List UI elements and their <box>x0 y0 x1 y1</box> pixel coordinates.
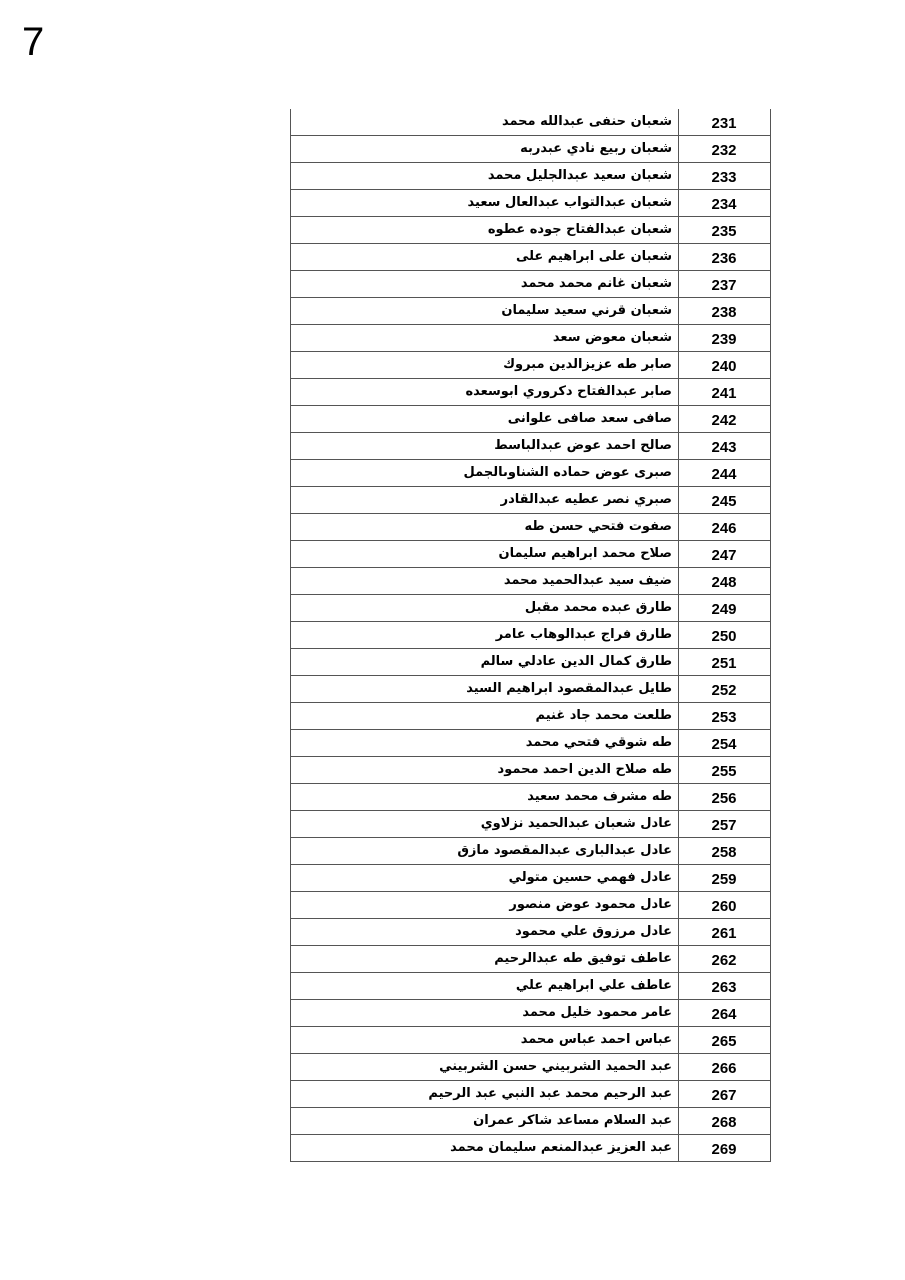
table-row <box>291 838 770 865</box>
number-cell: 241 <box>711 385 737 402</box>
name-cell: طه صلاح الدين احمد محمود <box>291 757 679 783</box>
table-row <box>291 622 770 649</box>
number-cell: 266 <box>711 1060 737 1077</box>
table-row <box>291 325 770 352</box>
name-cell: عبد الرحيم محمد عبد النبي عبد الرحيم <box>291 1081 679 1107</box>
table-row <box>291 595 770 622</box>
name-cell: شعبان حنفى عبدالله محمد <box>291 109 679 135</box>
table-row <box>291 811 770 838</box>
name-cell: صالح احمد عوض عبدالباسط <box>291 433 679 459</box>
name-cell: صابر طه عزيزالدين مبروك <box>291 352 679 378</box>
name-cell: طايل عبدالمقصود ابراهيم السيد <box>291 676 679 702</box>
name-cell: عادل فهمي حسين متولي <box>291 865 679 891</box>
table-row <box>291 865 770 892</box>
name-cell: شعبان سعيد عبدالجليل محمد <box>291 163 679 189</box>
name-cell: شعبان عبدالتواب عبدالعال سعيد <box>291 190 679 216</box>
number-cell: 252 <box>711 682 737 699</box>
number-cell: 269 <box>711 1141 737 1158</box>
table-row <box>291 109 770 136</box>
name-cell: صافى سعد صافى علوانى <box>291 406 679 432</box>
number-cell: 267 <box>711 1087 737 1104</box>
number-cell: 258 <box>711 844 737 861</box>
table-row <box>291 676 770 703</box>
name-cell: عبد العزيز عبدالمنعم سليمان محمد <box>291 1135 679 1161</box>
table-row <box>291 298 770 325</box>
table-row <box>291 460 770 487</box>
number-cell: 264 <box>711 1006 737 1023</box>
number-cell: 253 <box>711 709 737 726</box>
number-cell: 232 <box>711 142 737 159</box>
number-cell: 268 <box>711 1114 737 1131</box>
name-cell: صابر عبدالفتاح دكروري ابوسعده <box>291 379 679 405</box>
number-cell: 235 <box>711 223 737 240</box>
name-cell: طارق عبده محمد مقبل <box>291 595 679 621</box>
table-row <box>291 919 770 946</box>
table-row <box>291 730 770 757</box>
number-cell: 257 <box>711 817 737 834</box>
table-row <box>291 406 770 433</box>
table-row <box>291 1027 770 1054</box>
name-cell: شعبان غانم محمد محمد <box>291 271 679 297</box>
number-cell: 250 <box>711 628 737 645</box>
table-row <box>291 136 770 163</box>
number-cell: 263 <box>711 979 737 996</box>
name-cell: عبد الحميد الشربيني حسن الشربيني <box>291 1054 679 1080</box>
table-row <box>291 1000 770 1027</box>
number-cell: 247 <box>711 547 737 564</box>
names-table <box>290 109 771 1162</box>
table-row <box>291 271 770 298</box>
number-cell: 259 <box>711 871 737 888</box>
number-cell: 239 <box>711 331 737 348</box>
table-row <box>291 649 770 676</box>
number-cell: 244 <box>711 466 737 483</box>
table-row <box>291 973 770 1000</box>
name-cell: عامر محمود خليل محمد <box>291 1000 679 1026</box>
name-cell: طلعت محمد جاد غنيم <box>291 703 679 729</box>
name-cell: عاطف علي ابراهيم علي <box>291 973 679 999</box>
number-cell: 236 <box>711 250 737 267</box>
table-row <box>291 352 770 379</box>
number-cell: 242 <box>711 412 737 429</box>
name-cell: صلاح محمد ابراهيم سليمان <box>291 541 679 567</box>
number-cell: 265 <box>711 1033 737 1050</box>
name-cell: عبد السلام مساعد شاكر عمران <box>291 1108 679 1134</box>
name-cell: صفوت فتحي حسن طه <box>291 514 679 540</box>
number-cell: 240 <box>711 358 737 375</box>
name-cell: طه مشرف محمد سعيد <box>291 784 679 810</box>
number-cell: 255 <box>711 763 737 780</box>
name-cell: شعبان على ابراهيم على <box>291 244 679 270</box>
table-row <box>291 757 770 784</box>
number-cell: 246 <box>711 520 737 537</box>
name-cell: عادل مرزوق علي محمود <box>291 919 679 945</box>
table-row <box>291 703 770 730</box>
name-cell: عباس احمد عباس محمد <box>291 1027 679 1053</box>
number-cell: 234 <box>711 196 737 213</box>
number-cell: 231 <box>711 115 737 132</box>
name-cell: عادل عبدالبارى عبدالمقصود مازق <box>291 838 679 864</box>
number-cell: 243 <box>711 439 737 456</box>
table-row <box>291 379 770 406</box>
table-row <box>291 1108 770 1135</box>
table-row <box>291 1081 770 1108</box>
number-cell: 256 <box>711 790 737 807</box>
name-cell: شعبان عبدالفتاح جوده عطوه <box>291 217 679 243</box>
table-row <box>291 568 770 595</box>
name-cell: شعبان ربيع نادي عبدربه <box>291 136 679 162</box>
table-row <box>291 1054 770 1081</box>
name-cell: طه شوقي فتحي محمد <box>291 730 679 756</box>
number-cell: 251 <box>711 655 737 672</box>
number-cell: 249 <box>711 601 737 618</box>
number-cell: 237 <box>711 277 737 294</box>
name-cell: صبري نصر عطيه عبدالقادر <box>291 487 679 513</box>
table-row <box>291 163 770 190</box>
name-cell: عادل شعبان عبدالحميد نزلاوي <box>291 811 679 837</box>
number-cell: 260 <box>711 898 737 915</box>
name-cell: عادل محمود عوض منصور <box>291 892 679 918</box>
number-cell: 238 <box>711 304 737 321</box>
name-cell: طارق كمال الدين عادلي سالم <box>291 649 679 675</box>
name-cell: ضيف سيد عبدالحميد محمد <box>291 568 679 594</box>
number-cell: 254 <box>711 736 737 753</box>
table-row <box>291 514 770 541</box>
page-number: 7 <box>22 20 45 64</box>
table-row <box>291 1135 770 1162</box>
table-row <box>291 541 770 568</box>
table-row <box>291 946 770 973</box>
table-row <box>291 892 770 919</box>
table-row <box>291 433 770 460</box>
name-cell: شعبان قرني سعيد سليمان <box>291 298 679 324</box>
table-row <box>291 190 770 217</box>
name-cell: طارق فراج عبدالوهاب عامر <box>291 622 679 648</box>
table-row <box>291 784 770 811</box>
number-cell: 248 <box>711 574 737 591</box>
name-cell: عاطف توفيق طه عبدالرحيم <box>291 946 679 972</box>
name-cell: شعبان معوض سعد <box>291 325 679 351</box>
number-cell: 261 <box>711 925 737 942</box>
number-cell: 262 <box>711 952 737 969</box>
table-row <box>291 217 770 244</box>
table-row <box>291 244 770 271</box>
number-cell: 233 <box>711 169 737 186</box>
name-cell: صبرى عوض حماده الشناوىالجمل <box>291 460 679 486</box>
number-cell: 245 <box>711 493 737 510</box>
table-row <box>291 487 770 514</box>
